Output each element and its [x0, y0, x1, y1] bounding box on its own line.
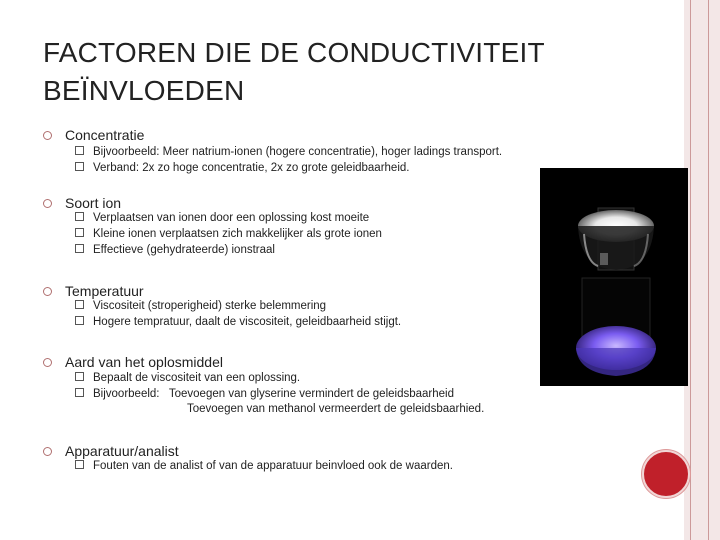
slide-title: FACTOREN DIE DE CONDUCTIVITEIT BEÏNVLOEDEN: [43, 37, 545, 106]
checkbox-square-icon: [75, 244, 84, 253]
checkbox-square-icon: [75, 316, 84, 325]
sub-bullet-text: Verband: 2x zo hoge concentratie, 2x zo grote geleidbaarheid.: [93, 162, 410, 174]
sub-bullet: [75, 146, 502, 158]
sub-bullet-text: Viscositeit (stroperigheid) sterke belemmering: [93, 300, 327, 312]
bullet-concentratie: [43, 127, 144, 143]
checkbox-square-icon: [75, 388, 84, 397]
checkbox-square-icon: [75, 372, 84, 381]
bullet-temperatuur: [43, 283, 144, 299]
decorative-red-circle: [642, 450, 690, 498]
bullet-aard-oplosmiddel: [43, 354, 223, 370]
beaker-photo: [540, 168, 688, 386]
sub-bullet: [75, 300, 326, 312]
bullet-heading: Temperatuur: [65, 283, 144, 299]
sub-bullet-text: Fouten van de analist of van de apparatuur beinvloed ook de waarden.: [93, 460, 453, 472]
checkbox-square-icon: [75, 460, 84, 469]
sub-bullet: [75, 460, 453, 472]
bullet-circle-icon: [43, 358, 52, 367]
sub-bullet: [75, 162, 409, 174]
sub-bullet-text: Effectieve (gehydrateerde) ionstraal: [93, 244, 275, 256]
checkbox-square-icon: [75, 300, 84, 309]
sub-bullet: [75, 372, 300, 384]
bullet-circle-icon: [43, 131, 52, 140]
sub-bullet-text: Kleine ionen verplaatsen zich makkelijker als grote ionen: [93, 228, 382, 240]
bullet-soort-ion: [43, 195, 121, 211]
sub-bullet-text: Bijvoorbeeld: Toevoegen van glyserine vermindert de geleidsbaarheid: [93, 388, 454, 400]
border-line: [690, 0, 691, 540]
sub-bullet-text: Verplaatsen van ionen door een oplossing kost moeite: [93, 212, 370, 224]
beaker-illustration: [540, 168, 688, 386]
sub-bullet: [75, 244, 275, 256]
checkbox-square-icon: [75, 162, 84, 171]
bullet-circle-icon: [43, 447, 52, 456]
sub-bullet: [75, 388, 454, 400]
bullet-apparatuur: [43, 443, 179, 459]
sub-bullet: [75, 212, 369, 224]
checkbox-square-icon: [75, 146, 84, 155]
bullet-heading: Soort ion: [65, 195, 122, 211]
sub-bullet-continuation: Toevoegen van methanol vermeerdert de geleidsbaarhied.: [187, 403, 485, 415]
bullet-heading: Concentratie: [65, 127, 145, 143]
bullet-heading: Apparatuur/analist: [65, 443, 179, 459]
sub-bullet-text: Bepaalt de viscositeit van een oplossing.: [93, 372, 301, 384]
bullet-circle-icon: [43, 287, 52, 296]
sub-bullet-text: Hogere tempratuur, daalt de viscositeit, geleidbaarheid stijgt.: [93, 316, 402, 328]
border-line: [708, 0, 709, 540]
bullet-circle-icon: [43, 199, 52, 208]
checkbox-square-icon: [75, 212, 84, 221]
bullet-heading: Aard van het oplosmiddel: [65, 354, 223, 370]
sub-bullet: [75, 228, 382, 240]
checkbox-square-icon: [75, 228, 84, 237]
sub-bullet-text: Bijvoorbeeld: Meer natrium-ionen (hogere concentratie), hoger ladings transport.: [93, 146, 503, 158]
sub-bullet: [75, 316, 401, 328]
